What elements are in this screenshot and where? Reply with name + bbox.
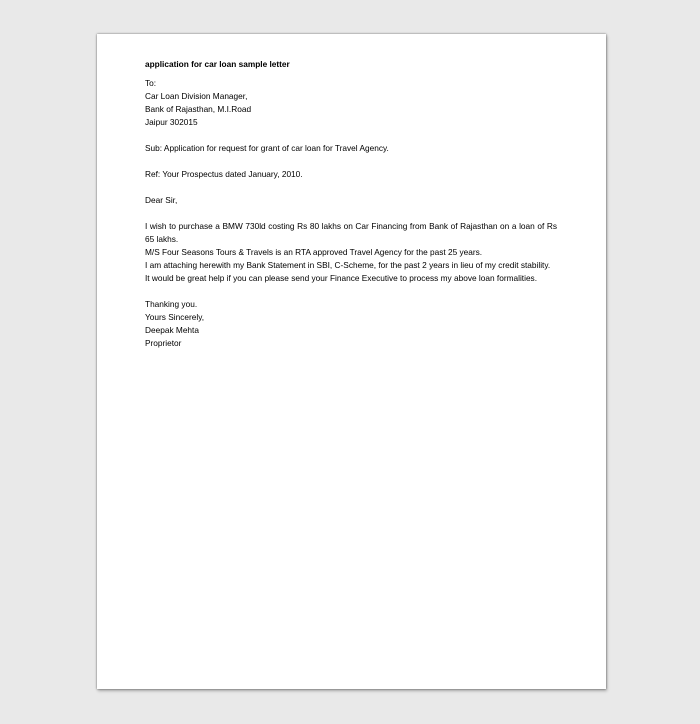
letter-title: application for car loan sample letter xyxy=(145,59,290,69)
body-paragraph: It would be great help if you can please send your Finance Executive to process my above loan formalities. xyxy=(145,273,538,283)
closing-line: Thanking you. xyxy=(145,299,198,309)
body-paragraph: I am attaching herewith my Bank Statement in SBI, C-Scheme, for the past 2 years in lieu of my credit stability. xyxy=(145,260,551,270)
to-label: To: xyxy=(145,78,157,88)
salutation: Dear Sir, xyxy=(145,195,178,205)
body-paragraph: I wish to purchase a BMW 730ld costing Rs 80 lakhs on Car Financing from Bank of Rajasthan on a loan of Rs 65 lakhs. xyxy=(145,221,557,244)
letter-body xyxy=(145,220,557,285)
document-page xyxy=(97,34,606,689)
body-paragraph: M/S Four Seasons Tours & Travels is an RTA approved Travel Agency for the past 25 years. xyxy=(145,247,483,257)
recipient-block xyxy=(145,77,557,129)
letter-content xyxy=(145,58,557,350)
recipient-line: Bank of Rajasthan, M.I.Road xyxy=(145,104,252,114)
subject-line: Sub: Application for request for grant of car loan for Travel Agency. xyxy=(145,143,389,153)
signatory-title: Proprietor xyxy=(145,338,182,348)
closing-line: Yours Sincerely, xyxy=(145,312,205,322)
recipient-line: Car Loan Division Manager, xyxy=(145,91,248,101)
signatory-name: Deepak Mehta xyxy=(145,325,199,335)
recipient-line: Jaipur 302015 xyxy=(145,117,198,127)
reference-line: Ref: Your Prospectus dated January, 2010. xyxy=(145,169,303,179)
closing-block xyxy=(145,298,557,350)
